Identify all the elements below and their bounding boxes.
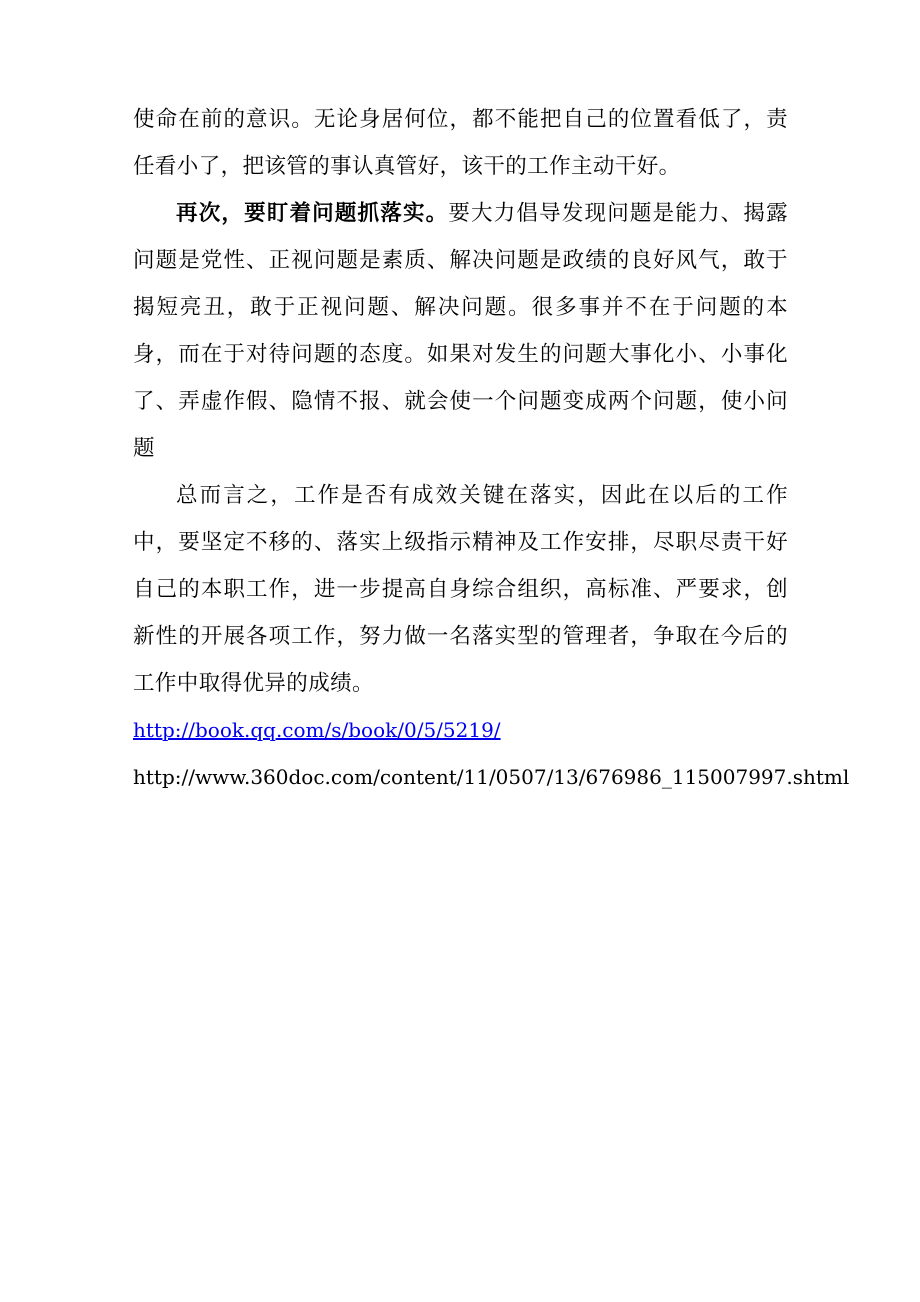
paragraph-1-text: 使命在前的意识。无论身居何位，都不能把自己的位置看低了，责任看小了，把该管的事认真管好，该干的工作主动干好。 <box>133 107 788 179</box>
document-body <box>133 96 850 801</box>
paragraph-2 <box>133 190 788 472</box>
paragraph-2-bold-lead: 再次，要盯着问题抓落实。 <box>176 201 449 226</box>
external-link-book-qq[interactable]: http://book.qq.com/s/book/0/5/5219/ <box>133 718 501 742</box>
paragraph-3-text: 总而言之，工作是否有成效关键在落实，因此在以后的工作中，要坚定不移的、落实上级指示精神及工作安排，尽职尽责干好自己的本职工作，进一步提高自身综合组织，高标准、严要求，创新性的开展各项工作，努力做一名落实型的管理者，争取在今后的工作中取得优异的成绩。 <box>133 483 788 696</box>
paragraph-2-text: 要大力倡导发现问题是能力、揭露问题是党性、正视问题是素质、解决问题是政绩的良好风气，敢于揭短亮丑，敢于正视问题、解决问题。很多事并不在于问题的本身，而在于对待问题的态度。如果对发生的问题大事化小、小事化了、弄虚作假、隐情不报、就会使一个问题变成两个问题，使小问题 <box>133 201 788 461</box>
plain-url-360doc: http://www.360doc.com/content/11/0507/13/676986_115007997.shtml <box>133 765 850 789</box>
paragraph-3 <box>133 472 788 707</box>
paragraph-1 <box>133 96 788 190</box>
